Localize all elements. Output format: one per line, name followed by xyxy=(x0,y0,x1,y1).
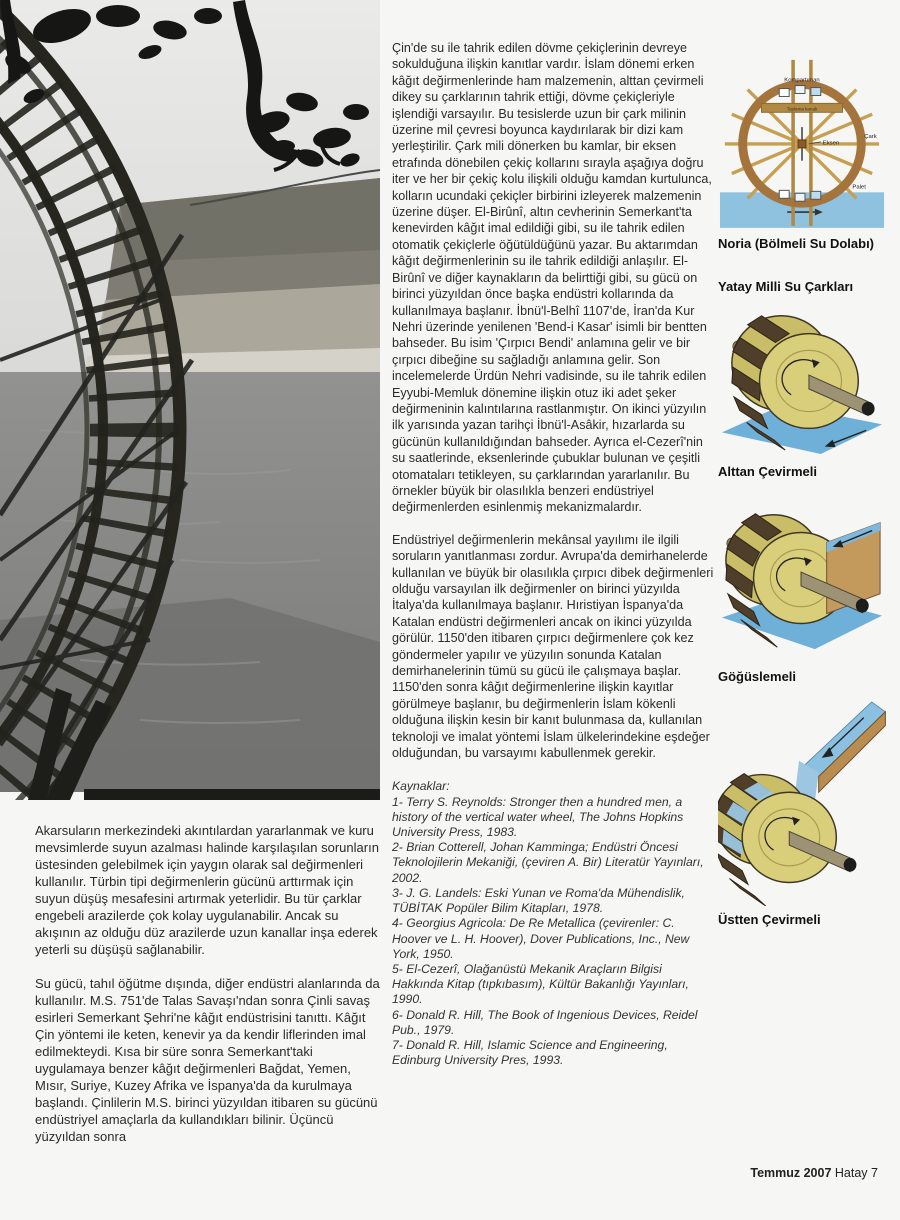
breastshot-illustration xyxy=(718,495,886,663)
noria-label-wheel: Çark xyxy=(864,133,877,140)
noria-label-compartment: Kompartıman xyxy=(784,77,820,84)
undershot-illustration xyxy=(718,300,886,458)
reference-item: 2- Brian Cotterell, Johan Kamminga; Endüstri Öncesi Teknolojilerin Mekaniği, (çeviren A. Bir) Literatür Yayınları, 2002. xyxy=(392,840,704,885)
undershot-diagram xyxy=(718,300,886,479)
overshot-illustration xyxy=(718,700,886,906)
overshot-diagram xyxy=(718,700,886,927)
noria-diagram xyxy=(718,42,886,251)
noria-hub xyxy=(798,140,806,148)
overshot-caption: Üstten Çevirmeli xyxy=(718,912,821,927)
undershot-caption: Alttan Çevirmeli xyxy=(718,464,817,479)
breastshot-caption: Göğüslemeli xyxy=(718,669,797,684)
reference-item: 6- Donald R. Hill, The Book of Ingenious Devices, Reidel Pub., 1979. xyxy=(392,1007,698,1037)
noria-label-channel: Toplama kanalı xyxy=(786,106,818,112)
noria-caption: Noria (Bölmeli Su Dolabı) xyxy=(718,236,875,251)
paragraph: Çin'de su ile tahrik edilen dövme çekiçlerinin devreye sokulduğuna ilişkin kanıtlar vardır. İslam dönemi erken kâğıt değirmenlerinde ham malzemenin, alttan çevirmeli dikey su çarklarının tahrik ettiği, dövme çekiçleriyle işlendiği varsayılır. Bu tesislerde uzun bir çark milinin üzerine mil çevresi boyunca kaydırılarak bir dizi kam yerleştirilir. Çark mili dönerken bu kamlar, bir eksen etrafında dönebilen çekiç kollarını sırayla aşağıya doğru iter ve her bir çekiç kolu ilişkili olduğu kamdan kurtulunca, kolların ucundaki çekiçler birbirini izleyerek malzemenin üzerine düşer. El-Birûnî, altın cevherinin Semerkant'ta kenevirden kâğıt imal edildiği gibi, su ile tahrik edilen otomatik çekiçlerle öğütüldüğünü yazar. Bu aktarımdan kâğıt değirmenlerinin su ile tahrik edildiği anlaşılır. El-Birûnî ve diğer kaynakların da belirttiği gibi, su gücü on birinci yüzyıldan önce başka endüstri kollarında da kullanılmaya başlanır. İbnü'l-Belhî 1107'de, İran'da Kur Nehri üzerinde yenilenen 'Bend-i Kasar' isimli bir bentten bahseder. Bu isim 'Çırpıcı Bendi' anlamına gelir ve bir çırpıcı dibeğine su sağladığı anlamına gelir. Son incelemelerde Ürdün Nehri vadisinde, su ile tahrik edilen Eyyubi-Memluk dönemine ilişkin otuz iki adet şeker değirmeninin kalıntılarına rastlanmıştır. On ikinci yüzyılın ilk yarısında yazan tarihçi İbnü'l-Asâkir, hızarlarda su gücünün kullanıldığından bahseder. Ayrıca el-Cezerî'nin su saatlerinde, eksenlerinde çubuklar bulunan ve çeşitli otomataları tetikleyen, su çarklarından yararlanılır. Bu örnekler büyük bir olasılıkla benzeri endüstriyel değirmenlerden esinlenmiş mekanizmalardır. xyxy=(392,41,712,515)
left-text-column xyxy=(35,822,382,1162)
breastshot-diagram xyxy=(718,495,886,684)
paragraph: Akarsuların merkezindeki akıntılardan yararlanmak ve kuru mevsimlerde suyun azalması halinde karşılaşılan sorunların üstesinden gelebilmek için yaygın olarak sal değirmenleri kullanılır. Türbin tipi değirmenlerin gücünü arttırmak için suyun düşüş mesafesini artırmak yeterlidir. Bu tür çarklar engebeli arazilerde çok kolay uygulanabilir. Ancak su akışının az olduğu düz arazilerde uzun kanallar inşa ederek yeterli su düşüşü sağlanabilir. xyxy=(35,823,379,957)
noria-label-paddle: Palet xyxy=(852,184,866,191)
diagram-column xyxy=(718,42,886,943)
reference-item: 7- Donald R. Hill, Islamic Science and Engineering, Edinburg University Pres, 1993. xyxy=(392,1037,668,1068)
footer-page-number: Hatay 7 xyxy=(834,1166,878,1180)
reference-item: 4- Georgius Agricola: De Re Metallica (çevirenler: C. Hoover ve L. H. Hoover), Dover Publications, Inc., New York, 1950. xyxy=(392,916,690,961)
middle-text-column xyxy=(392,40,716,1068)
photo-water-wheel xyxy=(0,0,380,800)
paragraph: Su gücü, tahıl öğütme dışında, diğer endüstri alanlarında da kullanılır. M.S. 751'de Talas Savaşı'ndan sonra Çinli savaş esirleri Semerkant Şehri'ne kâğıt endüstrisini tanıttı. Kâğıt Çin yöntemi ile keten, kenevir ya da kendir liflerinden imal edilmekteydi. Kısa bir süre sonra Semerkant'taki uygulamaya benzer kâğıt değirmenleri Bağdat, Yemen, Mısır, Suriye, Kuzey Afrika ve İspanya'da da kurulmaya başlandı. Çinlilerin M.S. birinci yüzyıldan itibaren su gücünü endüstriyel amaçlarla da kullandıkları bilinir. Üçüncü yüzyıldan sonra xyxy=(35,976,380,1144)
paragraph: Endüstriyel değirmenlerin mekânsal yayılımı ile ilgili soruların yanıtlanması zordur. Avrupa'da demirhanelerde kullanılan ve büyük bir olasılıkla çırpıcı dibek değirmenleri olduğu varsayılan ilk değirmenler on birinci yüzyılda İtalya'da kullanılmaya başlanır. Hıristiyan İspanya'da Katalan endüstri değirmenleri ancak on ikinci yüzyılda görülür. 1150'den itibaren çırpıcı değirmenlere çok kez göndermeler yapılır ve yüzyılın sonunda Katalan demirhanelerinin tümü su gücü ile çalışmaya başlar. 1150'den sonra kâğıt değirmenlerine ilişkin kayıtlar görülmeye başlanır, bu değirmenlerin İslam kökenli olduğuna ilişkin kesin bir kanıt bulunmasa da, kullanılan teknoloji ve imalat yöntemi İslam ülkelerindekine eşdeğer olduğundan, bu varsayımı kabullenmek gerekir. xyxy=(392,532,714,761)
reference-item: 3- J. G. Landels: Eski Yunan ve Roma'da Mühendislik, TÜBİTAK Popüler Bilim Kitapları, 1978. xyxy=(392,885,685,916)
reference-item: 5- El-Cezerî, Olağanüstü Mekanik Araçların Bilgisi Hakkında Kitap (tıpkıbasım), Kültür Bakanlığı Yayınları, 1990. xyxy=(392,961,689,1007)
references-heading: Kaynaklar: xyxy=(392,779,450,794)
photo-edge-shadow xyxy=(84,789,380,800)
reference-item: 1- Terry S. Reynolds: Stronger then a hundred men, a history of the vertical water wheel, The Johns Hopkins University Press, 1983. xyxy=(392,794,684,840)
noria-illustration xyxy=(718,42,886,230)
references-block xyxy=(392,779,716,1068)
page-footer xyxy=(750,1166,878,1180)
footer-issue: Temmuz 2007 xyxy=(750,1166,832,1180)
noria-label-axis: Eksen xyxy=(822,140,840,147)
photo-illustration xyxy=(0,0,380,800)
section-heading: Yatay Milli Su Çarkları xyxy=(718,279,854,294)
